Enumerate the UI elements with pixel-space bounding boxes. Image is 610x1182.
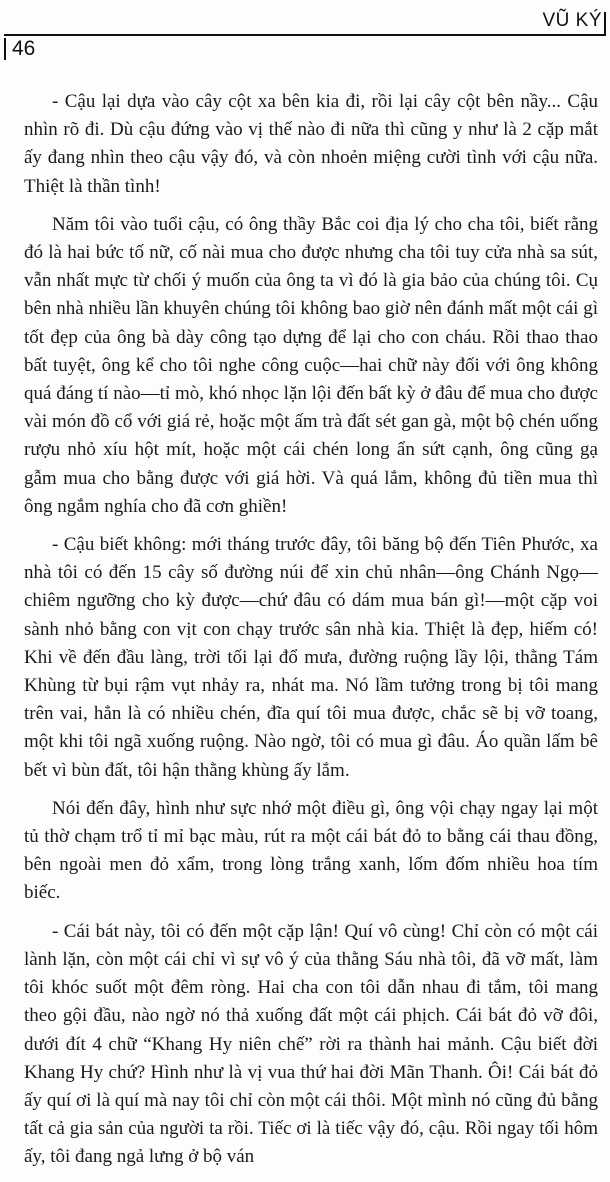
paragraph: Nói đến đây, hình như sực nhớ một điều gì, ông vội chạy ngay lại một tủ thờ chạm trổ tỉ mỉ bạc màu, rút ra một cái bát đỏ to bằng cái thau đồng, bên ngoài men đỏ xẩm, trong lòng trắng xanh, lốm đốm nhiều hoa tím biếc. [24, 797, 598, 904]
header-rule-corner [604, 12, 606, 34]
page-number: 46 [4, 38, 35, 60]
paragraph: - Cái bát này, tôi có đến một cặp lận! Quí vô cùng! Chỉ còn có một cái lành lặn, còn một cái chỉ vì sự vô ý của thằng Sáu nhà tôi, đã vỡ mất, làm tôi khóc suốt một đêm ròng. Hai cha con tôi dẫn nhau đi tắm, tôi mang theo gội đầu, nào ngờ nó thả xuống đất một cái phịch. Cái bát đỏ vỡ đôi, dưới đít 4 chữ “Khang Hy niên chế” rời ra thành hai mảnh. Cậu biết đời Khang Hy chứ? Hình như là vị vua thứ hai đời Mãn Thanh. Ôi! Cái bát đỏ ấy quí ơi là quí mà nay tôi chỉ còn một cái thôi. Một mình nó cũng đủ bằng tất cả gia sản của người ta rồi. Tiếc ơi là tiếc vậy đó, cậu. Rồi ngay tối hôm ấy, tôi đang ngả lưng ở bộ ván [24, 920, 598, 1168]
running-head-author: VŨ KÝ [542, 10, 602, 31]
body-text [24, 88, 598, 1182]
paragraph: - Cậu lại dựa vào cây cột xa bên kia đi, rồi lại cây cột bên nầy... Cậu nhìn rõ đi. Dù cậu đứng vào vị thế nào đi nữa thì cũng y như là 2 cặp mắt ấy đang nhìn theo cậu vậy đó, và còn nhoẻn miệng cười tình với cậu nữa. Thiệt là thần tình! [24, 91, 598, 197]
header-rule [4, 34, 606, 36]
paragraph: Năm tôi vào tuổi cậu, có ông thầy Bắc coi địa lý cho cha tôi, biết rằng đó là hai bức tố nữ, cố nài mua cho được nhưng cha tôi tuy cửa nhà sa sút, vẫn nhất mực từ chối ý muốn của ông ta vì đó là gia bảo của chúng tôi. Cụ bên nhà nhiều lần khuyên chúng tôi không bao giờ nên đánh mất một cái gì tốt đẹp của ông bà dày công tạo dựng để lại cho con cháu. Rồi thao thao bất tuyệt, ông kể cho tôi nghe công cuộc—hai chữ này đối với ông không quá đáng tí nào—tỉ mò, khó nhọc lặn lội đến bất kỳ ở đâu để mua cho được vài món đồ cổ với giá rẻ, hoặc một ấm trà đất sét gan gà, một bộ chén uống rượu nhỏ xíu hột mít, hoặc một cái chén long ẩn sứt cạnh, ông cũng gạ gẫm mua cho bằng được với giá hời. Và quá lắm, không đủ tiền mua thì ông ngắm nghía cho đã cơn ghiền! [24, 213, 598, 517]
paragraph: - Cậu biết không: mới tháng trước đây, tôi băng bộ đến Tiên Phước, xa nhà tôi có đến 15 cây số đường núi để xin chủ nhân—ông Chánh Ngọ—chiêm ngưỡng cho kỳ được—chứ đâu có dám mua bán gì!—một cặp voi sành nhỏ bằng con vịt con chạy trước sân nhà kia. Thiệt là đẹp, hiếm có! Khi về đến đầu làng, trời tối lại đổ mưa, đường ruộng lầy lội, thằng Tám Khùng từ bụi rậm vụt nhảy ra, nhát ma. Nó lầm tưởng trong bị tôi mang trên vai, hẳn là có nhiều chén, đĩa quí tôi mua được, chắc sẽ bị vỡ toang, một khi tôi ngã xuống ruộng. Nào ngờ, tôi có mua gì đâu. Áo quần lấm bê bết vì bùn đất, tôi hận thằng khùng ấy lắm. [24, 534, 598, 781]
page-header [0, 0, 610, 64]
